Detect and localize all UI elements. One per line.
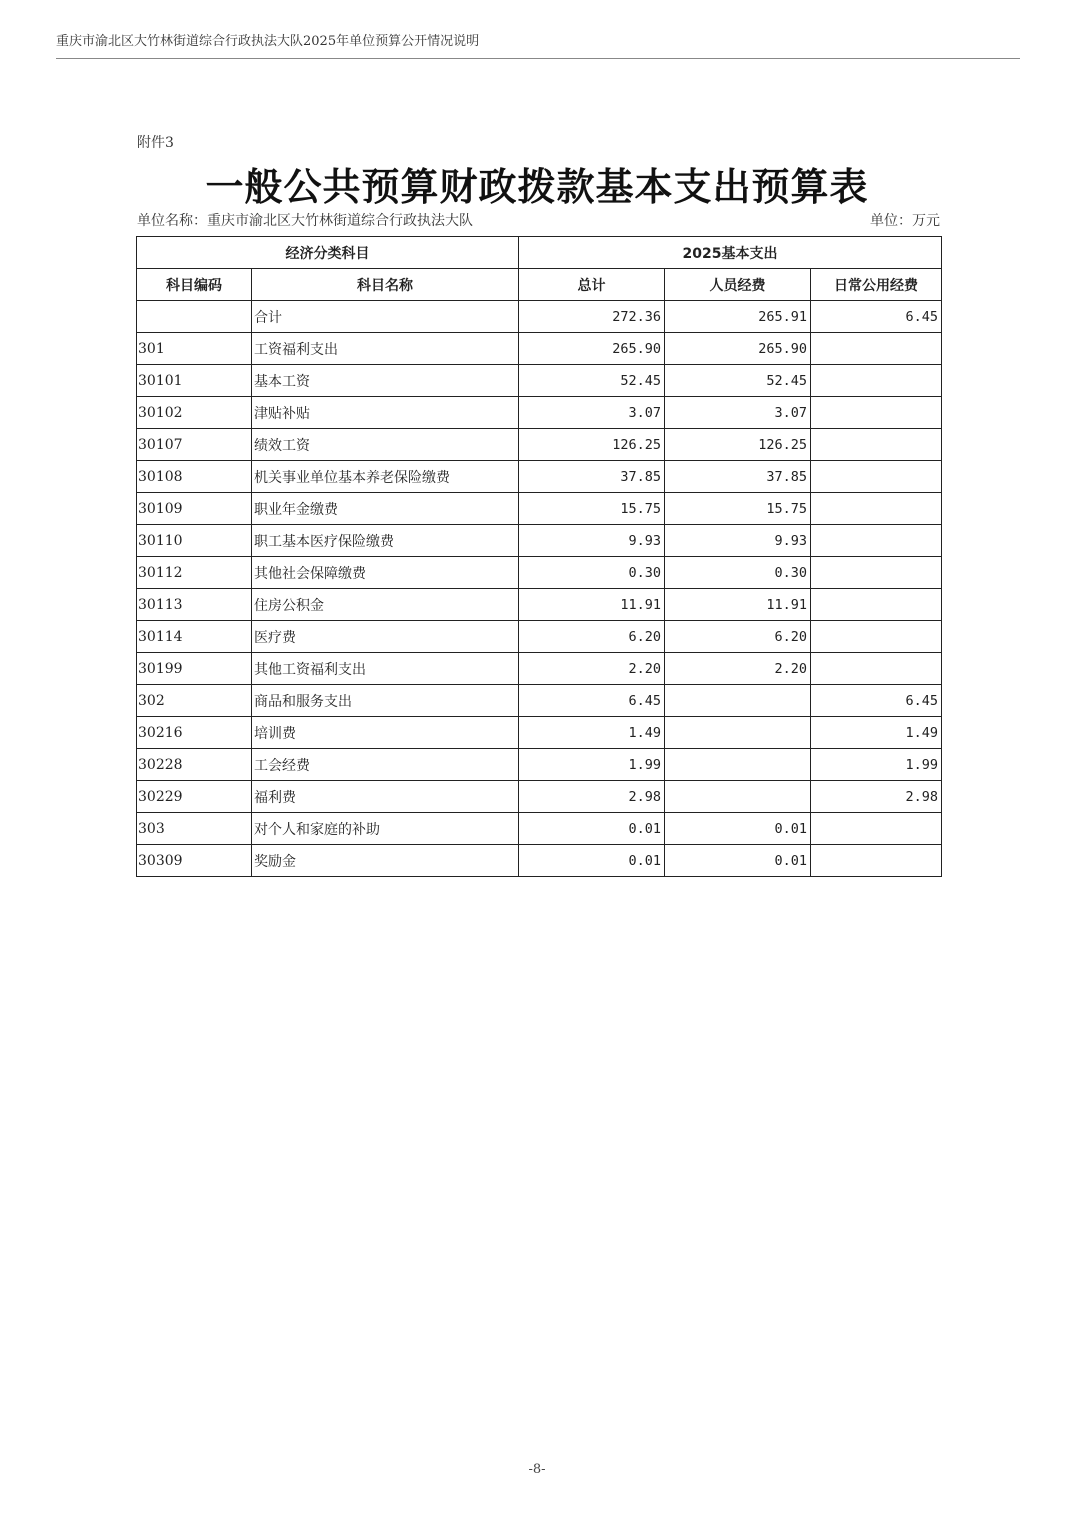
col-header-personnel: 人员经费: [665, 269, 811, 301]
cell-code: 30114: [137, 621, 252, 653]
table-row: [137, 621, 942, 653]
table-row: [137, 429, 942, 461]
cell-code: 30199: [137, 653, 252, 685]
cell-public: [811, 813, 942, 845]
cell-public: 1.99: [811, 749, 942, 781]
cell-public: [811, 525, 942, 557]
cell-total: 15.75: [519, 493, 665, 525]
cell-personnel: 0.30: [665, 557, 811, 589]
page-number: -8-: [528, 1462, 546, 1477]
cell-total: 126.25: [519, 429, 665, 461]
meta-line: [137, 210, 940, 230]
header-classification: 经济分类科目: [137, 237, 519, 269]
cell-public: [811, 557, 942, 589]
cell-personnel: [665, 685, 811, 717]
table-row: [137, 525, 942, 557]
cell-name: 基本工资: [252, 365, 519, 397]
table-row: [137, 813, 942, 845]
col-header-public: 日常公用经费: [811, 269, 942, 301]
table-row: [137, 493, 942, 525]
table-row: [137, 653, 942, 685]
cell-personnel: 37.85: [665, 461, 811, 493]
cell-total: 1.49: [519, 717, 665, 749]
cell-code: 301: [137, 333, 252, 365]
cell-total: 9.93: [519, 525, 665, 557]
cell-total: 37.85: [519, 461, 665, 493]
table-row: [137, 301, 942, 333]
cell-code: 30102: [137, 397, 252, 429]
unit-name: 单位名称：重庆市渝北区大竹林街道综合行政执法大队: [137, 213, 473, 229]
cell-name: 其他社会保障缴费: [252, 557, 519, 589]
cell-public: [811, 397, 942, 429]
cell-name: 合计: [252, 301, 519, 333]
table-row: [137, 749, 942, 781]
cell-public: 6.45: [811, 685, 942, 717]
cell-public: [811, 365, 942, 397]
column-header-row: [137, 269, 942, 301]
cell-total: 1.99: [519, 749, 665, 781]
cell-name: 医疗费: [252, 621, 519, 653]
table-row: [137, 397, 942, 429]
table-row: [137, 845, 942, 877]
cell-name: 工资福利支出: [252, 333, 519, 365]
cell-name: 机关事业单位基本养老保险缴费: [252, 461, 519, 493]
table-body: [137, 301, 942, 877]
cell-total: 11.91: [519, 589, 665, 621]
cell-name: 其他工资福利支出: [252, 653, 519, 685]
cell-name: 对个人和家庭的补助: [252, 813, 519, 845]
cell-personnel: 0.01: [665, 845, 811, 877]
cell-personnel: 265.91: [665, 301, 811, 333]
budget-table: [136, 236, 942, 877]
cell-public: [811, 653, 942, 685]
cell-name: 奖励金: [252, 845, 519, 877]
cell-total: 6.45: [519, 685, 665, 717]
cell-code: 30101: [137, 365, 252, 397]
cell-name: 住房公积金: [252, 589, 519, 621]
unit-label: 单位：万元: [870, 213, 940, 229]
cell-personnel: 265.90: [665, 333, 811, 365]
cell-personnel: 0.01: [665, 813, 811, 845]
table-row: [137, 461, 942, 493]
cell-public: [811, 461, 942, 493]
cell-code: [137, 301, 252, 333]
cell-public: 6.45: [811, 301, 942, 333]
cell-code: 30110: [137, 525, 252, 557]
cell-total: 3.07: [519, 397, 665, 429]
group-header-row: [137, 237, 942, 269]
table-row: [137, 685, 942, 717]
cell-total: 0.01: [519, 813, 665, 845]
cell-name: 工会经费: [252, 749, 519, 781]
cell-total: 6.20: [519, 621, 665, 653]
cell-code: 30228: [137, 749, 252, 781]
col-header-code: 科目编码: [137, 269, 252, 301]
cell-public: [811, 845, 942, 877]
cell-name: 职工基本医疗保险缴费: [252, 525, 519, 557]
cell-code: 303: [137, 813, 252, 845]
cell-public: 2.98: [811, 781, 942, 813]
cell-public: 1.49: [811, 717, 942, 749]
table-row: [137, 557, 942, 589]
cell-total: 0.01: [519, 845, 665, 877]
cell-code: 30109: [137, 493, 252, 525]
cell-total: 272.36: [519, 301, 665, 333]
cell-personnel: 126.25: [665, 429, 811, 461]
cell-code: 30216: [137, 717, 252, 749]
header-expenditure: 2025基本支出: [519, 237, 942, 269]
cell-public: [811, 493, 942, 525]
cell-code: 30107: [137, 429, 252, 461]
col-header-total: 总计: [519, 269, 665, 301]
table-row: [137, 365, 942, 397]
cell-code: 302: [137, 685, 252, 717]
cell-code: 30229: [137, 781, 252, 813]
cell-personnel: [665, 717, 811, 749]
table-row: [137, 333, 942, 365]
cell-personnel: 3.07: [665, 397, 811, 429]
cell-code: 30309: [137, 845, 252, 877]
table-row: [137, 717, 942, 749]
running-header: 重庆市渝北区大竹林街道综合行政执法大队2025年单位预算公开情况说明: [56, 30, 1020, 59]
cell-personnel: [665, 749, 811, 781]
cell-public: [811, 429, 942, 461]
col-header-name: 科目名称: [252, 269, 519, 301]
cell-name: 职业年金缴费: [252, 493, 519, 525]
cell-total: 0.30: [519, 557, 665, 589]
cell-public: [811, 621, 942, 653]
cell-code: 30108: [137, 461, 252, 493]
cell-public: [811, 333, 942, 365]
cell-personnel: 52.45: [665, 365, 811, 397]
table-row: [137, 781, 942, 813]
cell-personnel: 6.20: [665, 621, 811, 653]
cell-total: 2.20: [519, 653, 665, 685]
table-row: [137, 589, 942, 621]
cell-personnel: 2.20: [665, 653, 811, 685]
cell-code: 30113: [137, 589, 252, 621]
cell-total: 2.98: [519, 781, 665, 813]
cell-name: 培训费: [252, 717, 519, 749]
cell-public: [811, 589, 942, 621]
cell-personnel: 11.91: [665, 589, 811, 621]
cell-personnel: 15.75: [665, 493, 811, 525]
cell-total: 265.90: [519, 333, 665, 365]
cell-total: 52.45: [519, 365, 665, 397]
cell-personnel: [665, 781, 811, 813]
cell-name: 绩效工资: [252, 429, 519, 461]
cell-code: 30112: [137, 557, 252, 589]
cell-name: 津贴补贴: [252, 397, 519, 429]
cell-name: 商品和服务支出: [252, 685, 519, 717]
cell-personnel: 9.93: [665, 525, 811, 557]
cell-name: 福利费: [252, 781, 519, 813]
page-title: 一般公共预算财政拨款基本支出预算表: [205, 165, 869, 209]
attachment-label: 附件3: [137, 135, 174, 151]
